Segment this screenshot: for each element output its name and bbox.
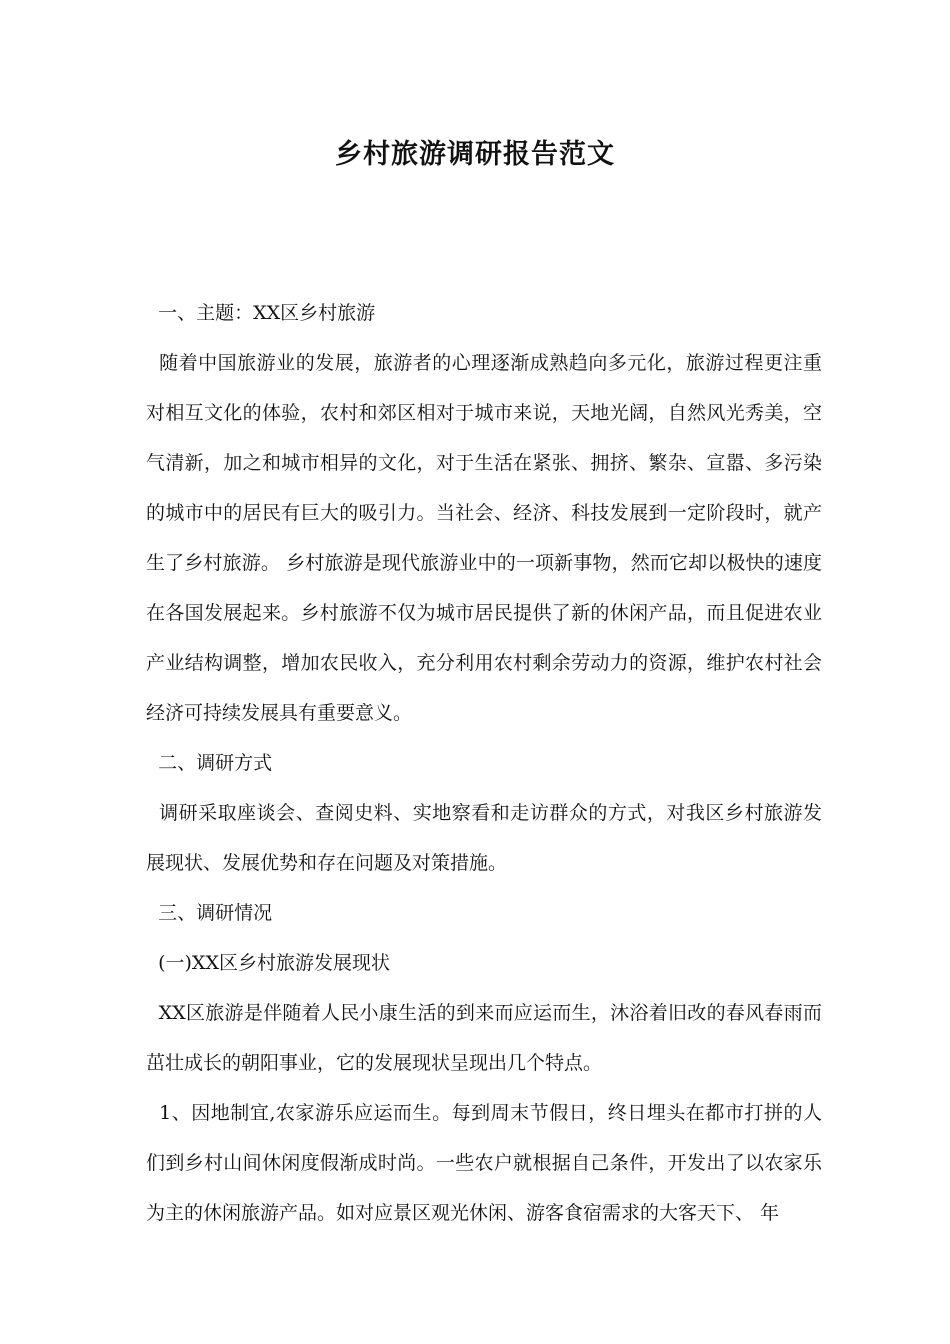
section-heading-situation: 三、调研情况: [146, 902, 273, 924]
section-heading-method: 二、调研方式: [146, 752, 273, 774]
paragraph-background: 随着中国旅游业的发展，旅游者的心理逐渐成熟趋向多元化，旅游过程更注重对相互文化的体验，农村和郊区相对于城市来说，天地光阔，自然风光秀美，空气清新，加之和城市相异的文化，对于生活在紧张、拥挤、繁杂、宣嚣、多污染的城市中的居民有巨大的吸引力。当社会、经济、科技发展到一定阶段时，就产生了乡村旅游。 乡村旅游是现代旅游业中的一项新事物，然而它却以极快的速度在各国发展起来。乡村旅游不仅为城市居民提供了新的休闲产品，而且促进农业产业结构调整，增加农民收入，充分利用农村剩余劳动力的资源，维护农村社会经济可持续发展具有重要意义。: [146, 352, 822, 724]
paragraph-method: 调研采取座谈会、查阅史料、实地察看和走访群众的方式，对我区乡村旅游发展现状、发展优势和存在问题及对策措施。: [146, 802, 822, 874]
paragraph-point-1: 1、因地制宜,农家游乐应运而生。每到周末节假日，终日埋头在都市打拼的人们到乡村山间休闲度假渐成时尚。一些农户就根据自己条件，开发出了以农家乐为主的休闲旅游产品。如对应景区观光休闲、游客食宿需求的大客天下、 年: [146, 1102, 822, 1224]
document-body: [146, 288, 822, 1238]
document-title: 乡村旅游调研报告范文: [335, 139, 615, 170]
paragraph-status: XX区旅游是伴随着人民小康生活的到来而应运而生，沐浴着旧改的春风春雨而茁壮成长的朝阳事业，它的发展现状呈现出几个特点。: [146, 1002, 822, 1074]
section-heading-topic: 一、主题：XX区乡村旅游: [146, 302, 376, 324]
subsection-heading-status: (一)XX区乡村旅游发展现状: [146, 952, 390, 974]
